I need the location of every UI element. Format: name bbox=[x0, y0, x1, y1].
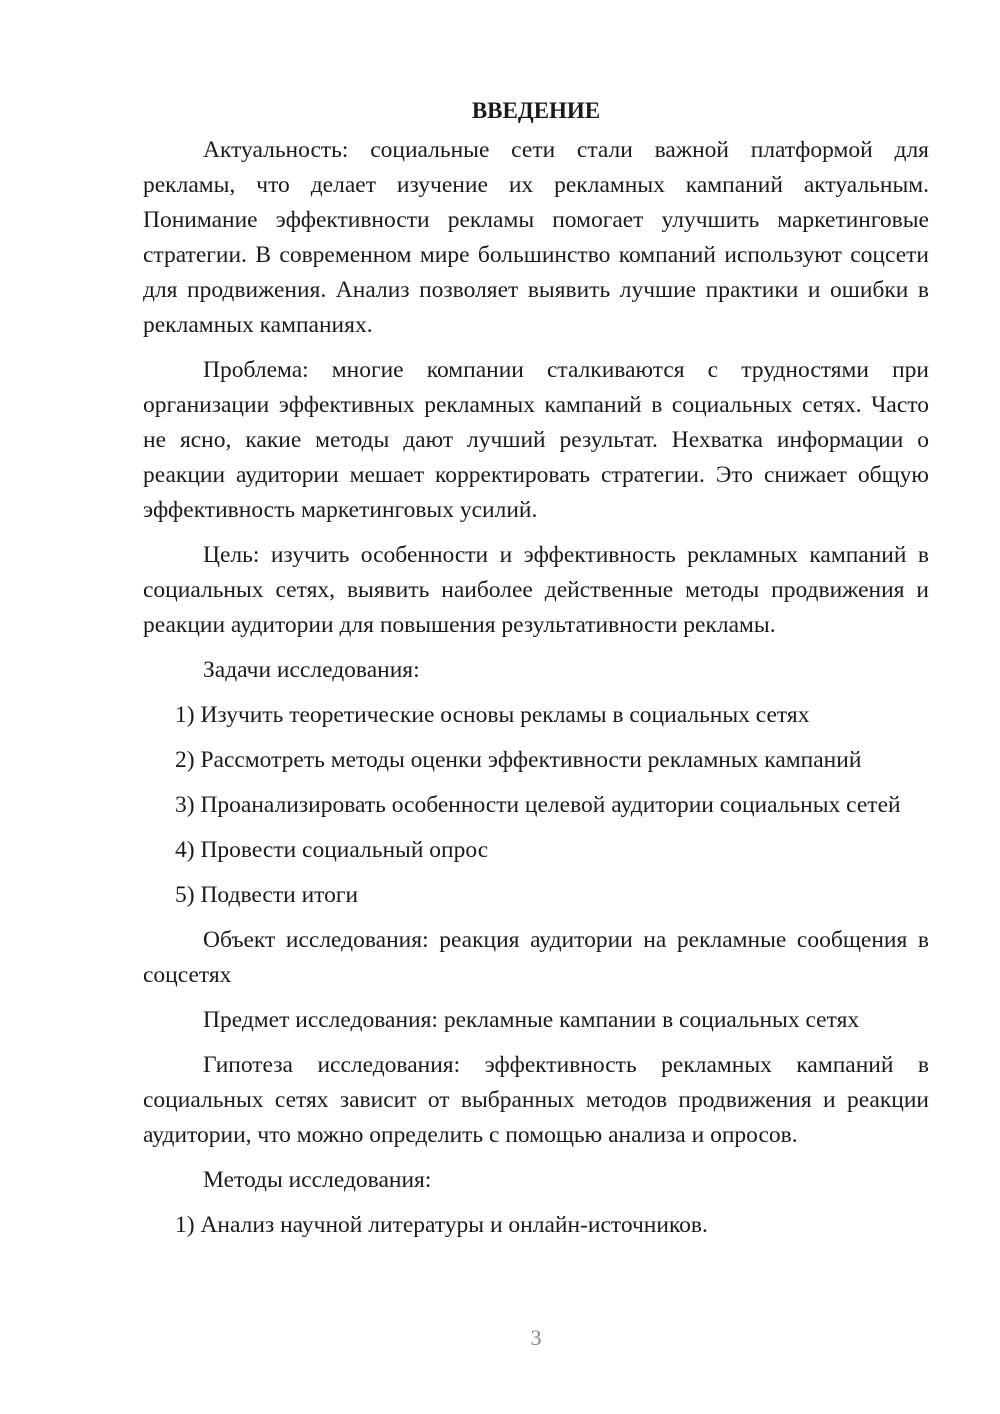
paragraph-object: Объект исследования: реакция аудитории на рекламные сообщения в соцсетях bbox=[143, 927, 929, 988]
page-number: 3 bbox=[530, 1325, 542, 1350]
paragraph-goal: Цель: изучить особенности и эффективность рекламных кампаний в социальных сетях, выявить наиболее действенные методы продвижения и реакции аудитории для повышения результативности рекламы. bbox=[143, 542, 929, 638]
page-content bbox=[143, 93, 929, 1253]
task-item: 3) Проанализировать особенности целевой аудитории социальных сетей bbox=[175, 792, 901, 818]
methods-heading: Методы исследования: bbox=[203, 1167, 432, 1193]
paragraph-hypothesis: Гипотеза исследования: эффективность рекламных кампаний в социальных сетях зависит от выбранных методов продвижения и реакции аудитории, что можно определить с помощью анализа и опросов. bbox=[143, 1052, 929, 1148]
task-item: 2) Рассмотреть методы оценки эффективности рекламных кампаний bbox=[175, 747, 862, 773]
paragraph-relevance: Актуальность: социальные сети стали важной платформой для рекламы, что делает изучение их рекламных кампаний актуальным. Понимание эффективности рекламы помогает улучшить маркетинговые стратегии. В современном мире большинство компаний используют соцсети для продвижения. Анализ позволяет выявить лучшие практики и ошибки в рекламных кампаниях. bbox=[143, 137, 929, 338]
paragraph-subject: Предмет исследования: рекламные кампании в социальных сетях bbox=[203, 1007, 860, 1033]
page-title: ВВЕДЕНИЕ bbox=[471, 98, 601, 123]
tasks-heading: Задачи исследования: bbox=[203, 657, 420, 683]
method-item: 1) Анализ научной литературы и онлайн-источников. bbox=[175, 1212, 708, 1238]
task-item: 1) Изучить теоретические основы рекламы в социальных сетях bbox=[175, 702, 810, 728]
paragraph-problem: Проблема: многие компании сталкиваются с трудностями при организации эффективных рекламных кампаний в социальных сетях. Часто не ясно, какие методы дают лучший результат. Нехватка информации о реакции аудитории мешает корректировать стратегии. Это снижает общую эффективность маркетинговых усилий. bbox=[143, 357, 929, 523]
task-item: 5) Подвести итоги bbox=[175, 882, 359, 908]
task-item: 4) Провести социальный опрос bbox=[175, 837, 489, 863]
